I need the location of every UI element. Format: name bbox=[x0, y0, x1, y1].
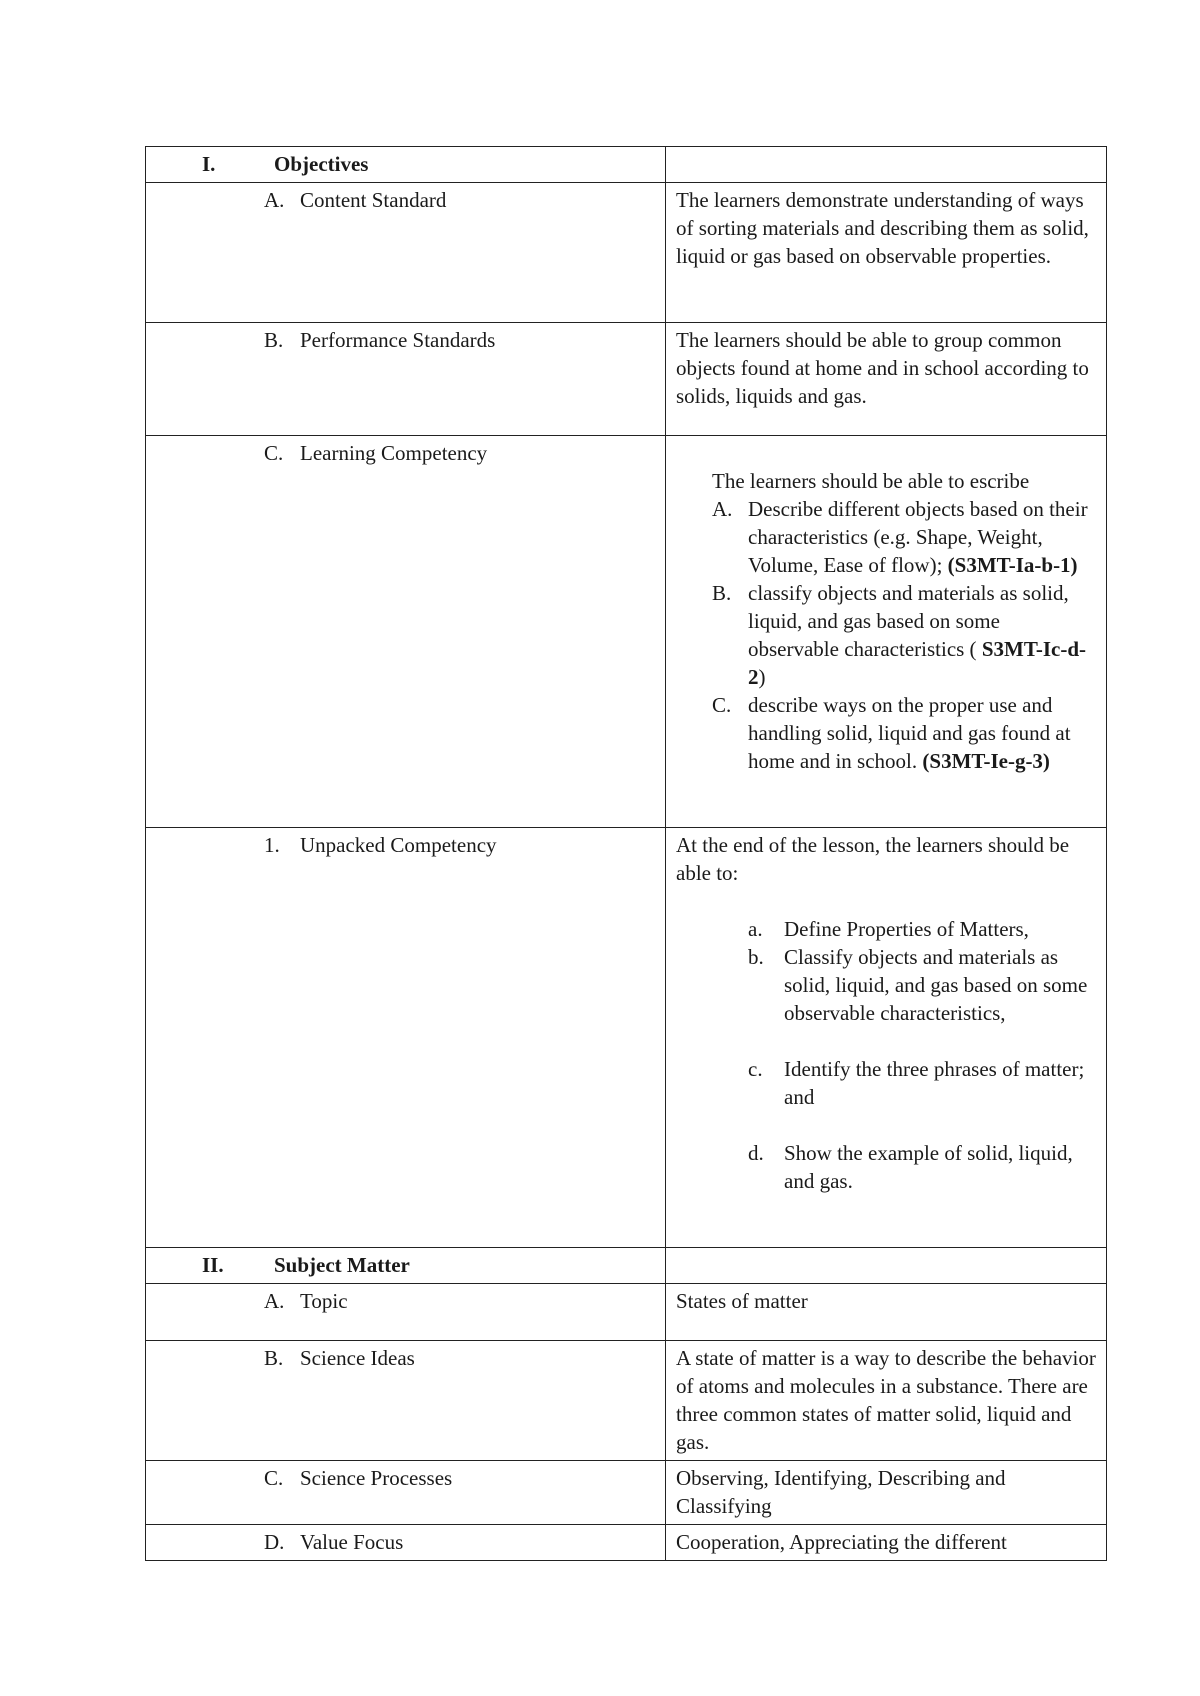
item-letter: D. bbox=[264, 1530, 285, 1554]
list-letter: A. bbox=[712, 497, 733, 521]
list-text: classify objects and materials as solid, liquid, and gas based on some observable characteristics ( bbox=[748, 581, 1069, 661]
list-text: Describe different objects based on their characteristics (e.g. Shape, Weight, Volume, Ease of flow); bbox=[748, 497, 1088, 577]
section-number: II. bbox=[202, 1253, 224, 1277]
list-text: Identify the three phrases of matter; and bbox=[784, 1057, 1085, 1109]
unpacked-intro: At the end of the lesson, the learners should be able to: bbox=[676, 833, 1070, 885]
list-text-after: ) bbox=[758, 665, 766, 689]
learning-competency-cell bbox=[666, 436, 1107, 828]
list-item bbox=[712, 495, 1096, 579]
label-cell bbox=[146, 436, 666, 828]
competency-code: S3MT-Ic-d-2 bbox=[748, 637, 1087, 689]
row-science-ideas bbox=[146, 1341, 1107, 1461]
item-letter: B. bbox=[264, 1346, 284, 1370]
science-processes-text: Observing, Identifying, Describing and Classifying bbox=[666, 1461, 1107, 1525]
topic-text: States of matter bbox=[666, 1284, 1107, 1341]
list-letter: b. bbox=[748, 945, 764, 969]
section-title: Objectives bbox=[274, 152, 369, 176]
item-letter: A. bbox=[264, 1289, 285, 1313]
item-label: Performance Standards bbox=[300, 328, 496, 352]
row-learning-competency bbox=[146, 436, 1107, 828]
item-label: Unpacked Competency bbox=[300, 833, 497, 857]
row-unpacked-competency bbox=[146, 828, 1107, 1248]
list-text: describe ways on the proper use and handling solid, liquid and gas found at home and in school. bbox=[748, 693, 1071, 773]
item-letter: B. bbox=[264, 328, 284, 352]
item-letter: 1. bbox=[264, 833, 280, 857]
section-number: I. bbox=[202, 152, 216, 176]
list-item bbox=[748, 1055, 1096, 1111]
list-item bbox=[748, 915, 1096, 943]
spacer bbox=[748, 1111, 1096, 1139]
spacer bbox=[748, 1027, 1096, 1055]
item-letter: A. bbox=[264, 188, 285, 212]
science-ideas-text: A state of matter is a way to describe the behavior of atoms and molecules in a substance. There are three common states of matter solid, liquid and gas. bbox=[666, 1341, 1107, 1461]
competency-list bbox=[712, 495, 1096, 775]
item-letter: C. bbox=[264, 1466, 284, 1490]
section-heading-cell bbox=[146, 1248, 666, 1284]
list-letter: C. bbox=[712, 693, 732, 717]
item-label: Science Processes bbox=[300, 1466, 453, 1490]
label-cell bbox=[146, 183, 666, 323]
section-heading-cell bbox=[146, 147, 666, 183]
item-label: Science Ideas bbox=[300, 1346, 415, 1370]
row-topic bbox=[146, 1284, 1107, 1341]
row-science-processes bbox=[146, 1461, 1107, 1525]
list-item bbox=[748, 1139, 1096, 1195]
list-text: Define Properties of Matters, bbox=[784, 917, 1029, 941]
row-value-focus bbox=[146, 1525, 1107, 1561]
list-letter: c. bbox=[748, 1057, 763, 1081]
unpacked-competency-cell bbox=[666, 828, 1107, 1248]
section-row-objectives bbox=[146, 147, 1107, 183]
list-letter: B. bbox=[712, 581, 732, 605]
label-cell bbox=[146, 1284, 666, 1341]
row-performance-standards bbox=[146, 323, 1107, 436]
list-item bbox=[748, 943, 1096, 1027]
label-cell bbox=[146, 1525, 666, 1561]
label-cell bbox=[146, 1461, 666, 1525]
item-label: Topic bbox=[300, 1289, 348, 1313]
list-item bbox=[712, 579, 1096, 691]
list-item bbox=[712, 691, 1096, 775]
section-row-subject-matter bbox=[146, 1248, 1107, 1284]
empty-cell bbox=[666, 1248, 1107, 1284]
unpacked-list bbox=[676, 915, 1096, 1195]
list-letter: d. bbox=[748, 1141, 764, 1165]
row-content-standard bbox=[146, 183, 1107, 323]
list-text: Classify objects and materials as solid, liquid, and gas based on some observable characteristics, bbox=[784, 945, 1088, 1025]
competency-code: (S3MT-Ie-g-3) bbox=[922, 749, 1050, 773]
competency-code: (S3MT-Ia-b-1) bbox=[947, 553, 1078, 577]
item-label: Content Standard bbox=[300, 188, 447, 212]
content-standard-text: The learners demonstrate understanding of ways of sorting materials and describing them as solid, liquid or gas based on observable properties. bbox=[666, 183, 1107, 323]
label-cell bbox=[146, 323, 666, 436]
performance-standards-text: The learners should be able to group common objects found at home and in school according to solids, liquids and gas. bbox=[666, 323, 1107, 436]
list-text: Show the example of solid, liquid, and gas. bbox=[784, 1141, 1073, 1193]
learning-competency-intro: The learners should be able to escribe bbox=[712, 469, 1030, 493]
list-letter: a. bbox=[748, 917, 763, 941]
value-focus-text: Cooperation, Appreciating the different bbox=[666, 1525, 1107, 1561]
item-label: Value Focus bbox=[300, 1530, 404, 1554]
label-cell bbox=[146, 1341, 666, 1461]
lesson-plan-table bbox=[145, 146, 1107, 1561]
section-title: Subject Matter bbox=[274, 1253, 410, 1277]
empty-cell bbox=[666, 147, 1107, 183]
label-cell bbox=[146, 828, 666, 1248]
item-letter: C. bbox=[264, 441, 284, 465]
item-label: Learning Competency bbox=[300, 441, 488, 465]
